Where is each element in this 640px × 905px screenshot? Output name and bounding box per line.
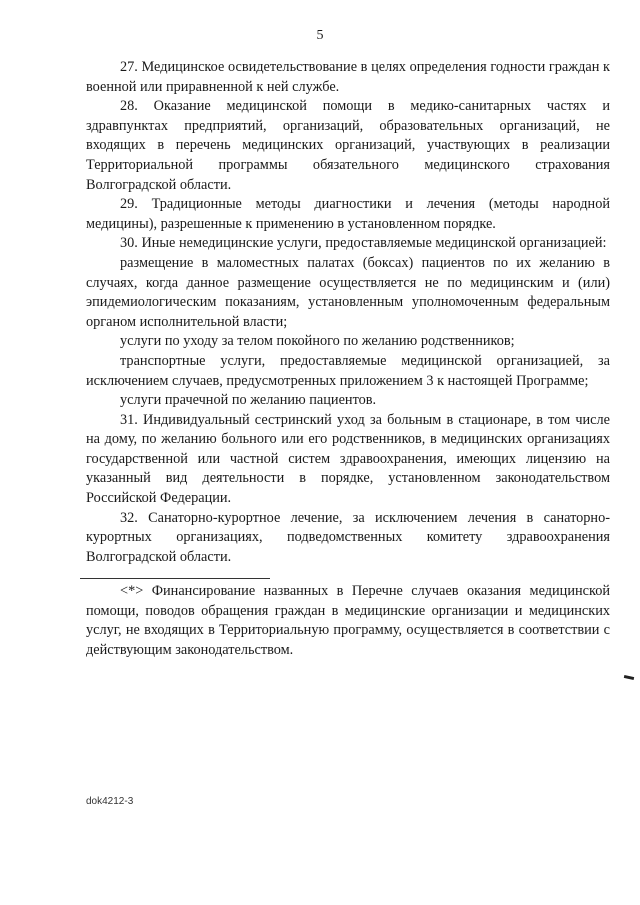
footnote-divider	[80, 578, 270, 579]
document-code: dok4212-3	[86, 796, 134, 807]
list-item-27: 27. Медицинское освидетельствование в целях определения годности граждан к военной или приравненной к ней службе.	[86, 59, 610, 95]
footnote-text: <*> Финансирование названных в Перечне случаев оказания медицинской помощи, поводов обращения граждан в медицинские организации и медицинских услуг, не входящих в Территориальную программу, осуществляется в соответствии с действующим законодательством.	[86, 583, 610, 658]
list-item-31: 31. Индивидуальный сестринский уход за больным в стационаре, в том числе на дому, по желанию больного или его родственников, в медицинских организациях государственной или частной систем здравоохранения, имеющих лицензию на указанный вид деятельности в порядке, установленном законодательством Российской Федерации.	[86, 411, 610, 507]
list-item-29: 29. Традиционные методы диагностики и лечения (методы народной медицины), разрешенные к применению в установленном порядке.	[86, 196, 610, 232]
list-subitem-laundry: услуги прачечной по желанию пациентов.	[120, 392, 377, 409]
list-subitem-room-placement: размещение в маломестных палатах (боксах) пациентов по их желанию в случаях, когда данное размещение осуществляется не по медицинским и (или) эпидемиологическим показаниям, установленным уполномоченным федеральным органом исполнительной власти;	[86, 254, 610, 330]
page-number: 5	[316, 28, 324, 43]
list-subitem-transport: транспортные услуги, предоставляемые медицинской организацией, за исключением случаев, предусмотренных приложением 3 к настоящей Программе;	[86, 352, 610, 389]
list-subitem-body-care: услуги по уходу за телом покойного по желанию родственников;	[120, 333, 515, 350]
scan-mark	[624, 675, 634, 680]
document-body	[86, 58, 610, 567]
list-item-32: 32. Санаторно-курортное лечение, за исключением лечения в санаторно-курортных организациях, подведомственных комитету здравоохранения Волгоградской области.	[86, 509, 610, 565]
footnote	[86, 582, 610, 660]
list-item-28: 28. Оказание медицинской помощи в медико-санитарных частях и здравпунктах предприятий, организаций, образовательных организаций, не входящих в перечень медицинских организаций, участвующих в реализации Территориальной программы обязательного медицинского страхования Волгоградской области.	[86, 98, 610, 193]
list-item-30: 30. Иные немедицинские услуги, предоставляемые медицинской организацией:	[120, 235, 607, 252]
